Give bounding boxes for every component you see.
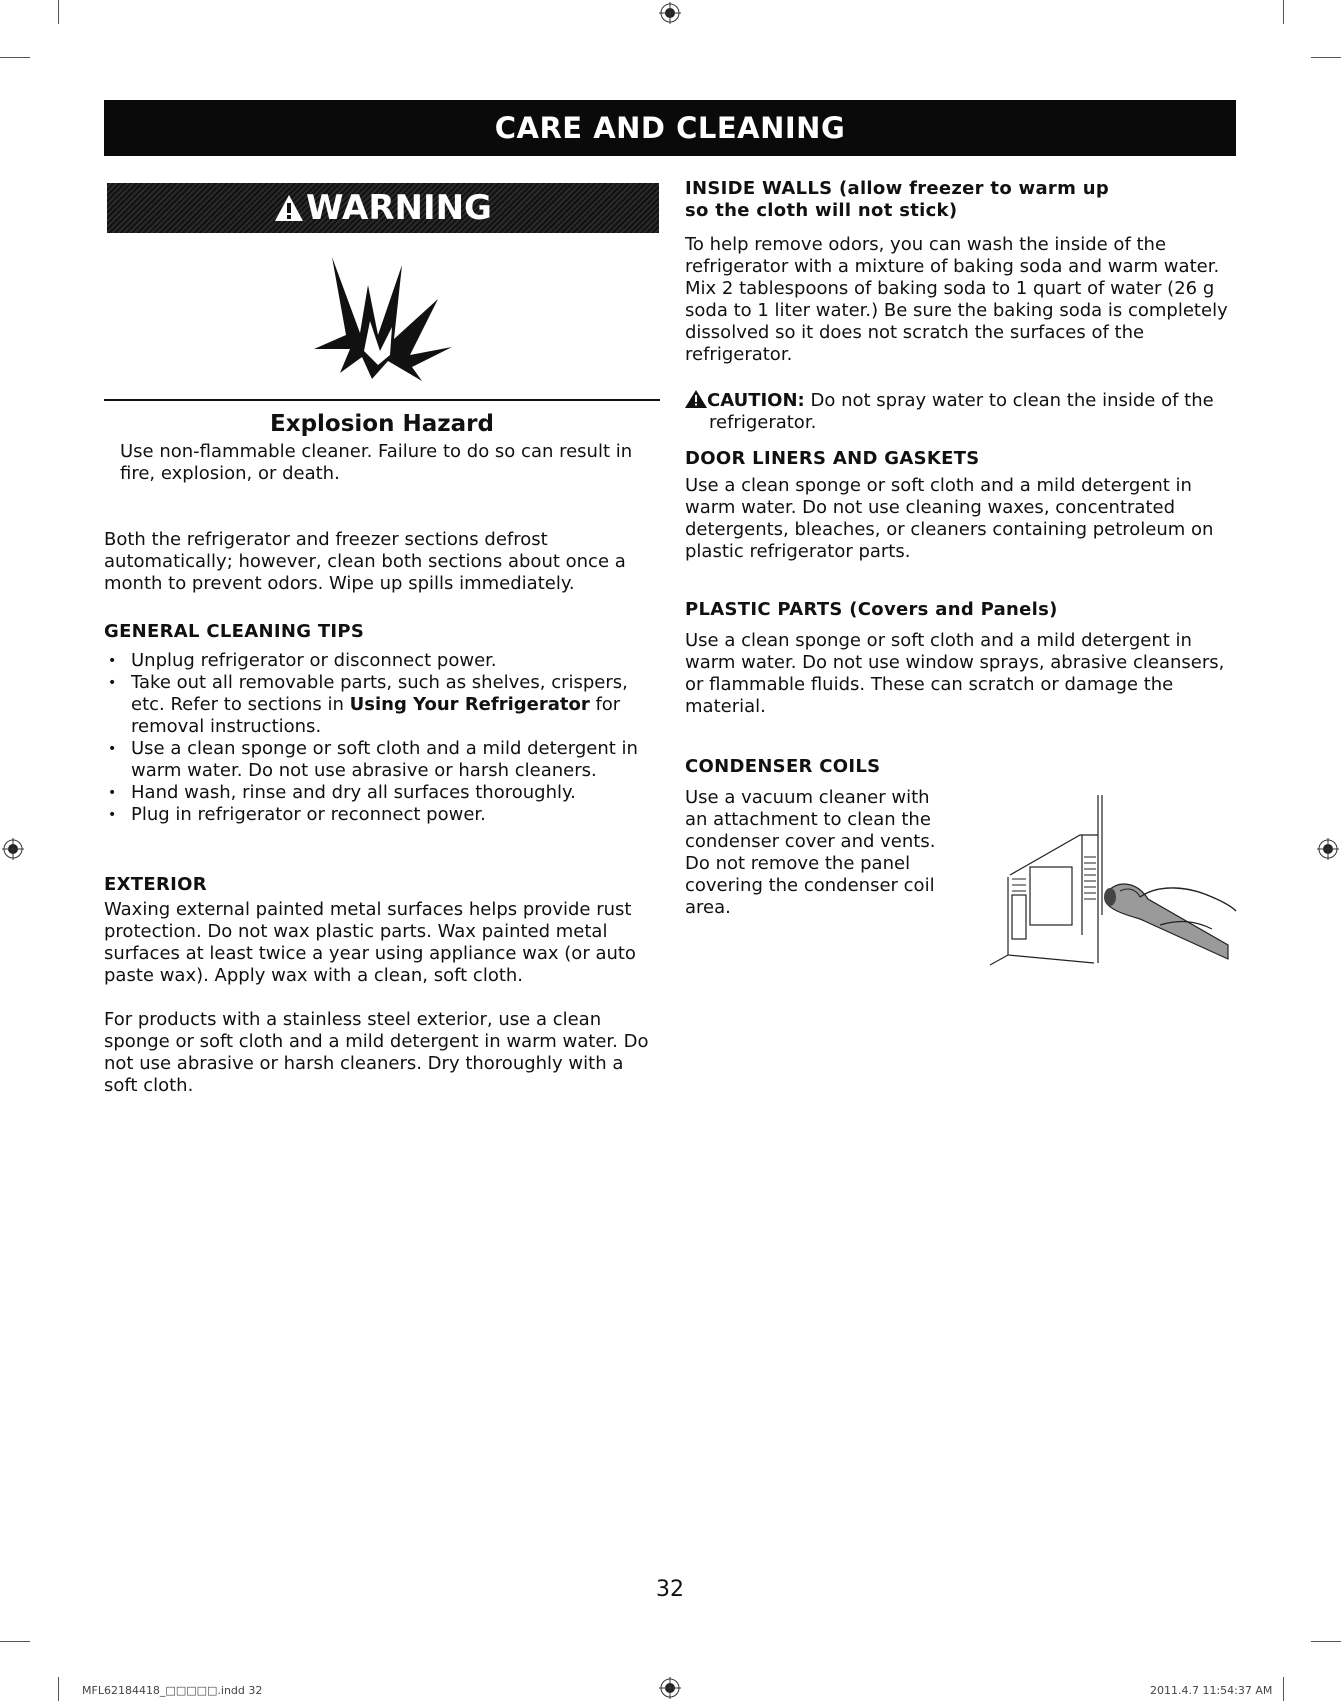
crop-mark: [1311, 57, 1341, 58]
crop-mark: [1283, 1677, 1284, 1701]
stainless-paragraph: For products with a stainless steel exterior, use a clean sponge or soft cloth and a mild detergent in warm water. Do not use abrasive or harsh cleaners. Dry thoroughly with a soft cloth.: [104, 1009, 649, 1096]
registration-mark-icon: [1317, 838, 1339, 860]
vacuum-condenser-illustration: [990, 795, 1240, 975]
list-item: • Unplug refrigerator or disconnect power.: [104, 650, 660, 672]
section-reference: Using Your Refrigerator: [349, 694, 590, 715]
list-item-text: Take out all removable parts, such as shelves, crispers, etc. Refer to sections in: [131, 672, 628, 715]
footer-timestamp: 2011.4.7 11:54:37 AM: [1150, 1684, 1273, 1697]
general-cleaning-list: [104, 650, 660, 826]
footer-filename: MFL62184418_□□□□□.indd 32: [82, 1684, 263, 1697]
caution-label: CAUTION:: [707, 390, 805, 411]
general-cleaning-heading: GENERAL CLEANING TIPS: [104, 621, 365, 642]
warning-triangle-icon: [274, 194, 304, 222]
exterior-heading: EXTERIOR: [104, 874, 207, 895]
heading-note: (Covers and Panels): [842, 599, 1058, 620]
condenser-heading: CONDENSER COILS: [685, 756, 881, 777]
list-item: • Use a clean sponge or soft cloth and a mild detergent in warm water. Do not use abrasive or harsh cleaners.: [104, 738, 660, 782]
inside-walls-paragraph: To help remove odors, you can wash the inside of the refrigerator with a mixture of baking soda and warm water. Mix 2 tablespoons of baking soda to 1 quart of water (26 g soda to 1 liter water.) Be sure the baking soda is completely dissolved so it does not scratch the surfaces of the refrigerator.: [685, 234, 1228, 365]
warning-banner: [107, 183, 659, 233]
left-column: [104, 183, 660, 1097]
crop-mark: [0, 1641, 30, 1642]
explosion-icon: [312, 255, 452, 383]
heading-text: PLASTIC PARTS: [685, 599, 843, 620]
hazard-title: Explosion Hazard: [270, 411, 494, 437]
crop-mark: [1311, 1641, 1341, 1642]
caution-note: [685, 390, 1245, 434]
list-item: • Hand wash, rinse and dry all surfaces thoroughly.: [104, 782, 660, 804]
registration-mark-icon: [659, 1677, 681, 1699]
registration-mark-icon: [659, 2, 681, 24]
inside-walls-heading: [685, 178, 1125, 222]
heading-note: (allow freezer to warm up so the cloth will not stick): [685, 178, 1110, 221]
hazard-text: Use non-flammable cleaner. Failure to do so can result in fire, explosion, or death.: [120, 441, 633, 484]
condenser-paragraph: Use a vacuum cleaner with an attachment to clean the condenser cover and vents. Do not remove the panel covering the condenser coil area.: [685, 787, 936, 918]
heading-text: INSIDE WALLS: [685, 178, 833, 199]
right-column: [685, 178, 1245, 919]
crop-mark: [58, 1677, 59, 1701]
plastic-parts-paragraph: Use a clean sponge or soft cloth and a mild detergent in warm water. Do not use window sprays, abrasive cleansers, or flammable fluids. These can scratch or damage the material.: [685, 630, 1225, 717]
caution-text: Do not spray water to clean the inside of the refrigerator.: [709, 390, 1214, 433]
exterior-paragraph: Waxing external painted metal surfaces helps provide rust protection. Do not wax plastic parts. Wax painted metal surfaces at least twice a year using appliance wax (or auto paste wax). Apply wax with a clean, soft cloth.: [104, 899, 636, 986]
defrost-paragraph: Both the refrigerator and freezer sections defrost automatically; however, clean both sections about once a month to prevent odors. Wipe up spills immediately.: [104, 529, 626, 594]
crop-mark: [58, 0, 59, 24]
list-item: • Plug in refrigerator or reconnect power.: [104, 804, 660, 826]
crop-mark: [1283, 0, 1284, 24]
registration-mark-icon: [2, 838, 24, 860]
door-liners-heading: DOOR LINERS AND GASKETS: [685, 448, 980, 469]
page-number: 32: [656, 1577, 684, 1602]
divider: [104, 399, 660, 401]
door-liners-paragraph: Use a clean sponge or soft cloth and a mild detergent in warm water. Do not use cleaning waxes, concentrated detergents, bleaches, or cleaners containing petroleum on plastic refrigerator parts.: [685, 475, 1214, 562]
section-header: CARE AND CLEANING: [104, 100, 1236, 156]
plastic-parts-heading: [685, 599, 1245, 620]
warning-label: WARNING: [306, 188, 492, 228]
list-item: [104, 672, 660, 738]
crop-mark: [0, 57, 30, 58]
list-item-text: for removal instructions.: [131, 694, 621, 737]
caution-triangle-icon: [685, 390, 707, 408]
